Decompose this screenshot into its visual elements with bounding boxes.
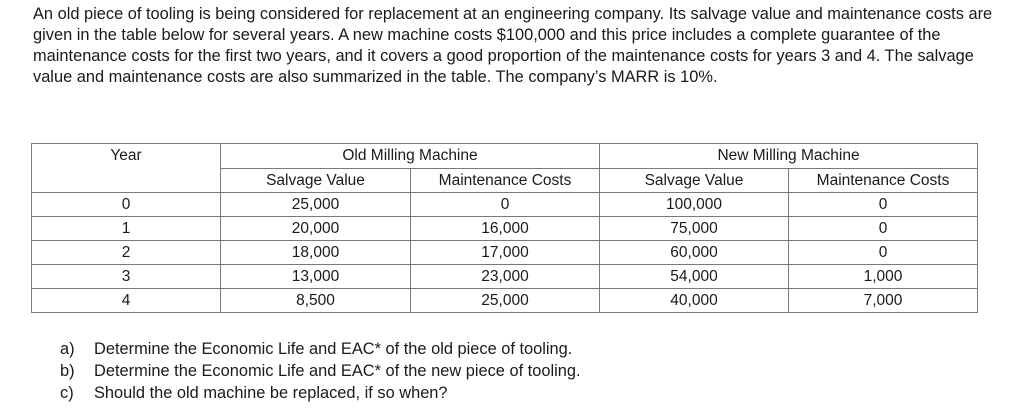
year-cell: 4 [32, 289, 221, 313]
new-maintenance-cell: 1,000 [789, 265, 978, 289]
new-salvage-cell: 54,000 [600, 265, 789, 289]
new-salvage-cell: 60,000 [600, 241, 789, 265]
new-maintenance-header: Maintenance Costs [789, 169, 978, 193]
old-maintenance-header: Maintenance Costs [411, 169, 600, 193]
question-label: c) [60, 384, 74, 402]
year-header-continued [32, 169, 221, 193]
old-salvage-header: Salvage Value [221, 169, 411, 193]
question-text: Determine the Economic Life and EAC* of the new piece of tooling. [94, 362, 581, 380]
list-item [60, 382, 581, 404]
old-maintenance-cell: 0 [411, 193, 600, 217]
table-row [32, 289, 978, 313]
old-salvage-cell: 13,000 [221, 265, 411, 289]
old-salvage-cell: 8,500 [221, 289, 411, 313]
new-maintenance-cell: 0 [789, 193, 978, 217]
new-maintenance-cell: 7,000 [789, 289, 978, 313]
machine-cost-table [31, 143, 978, 313]
new-salvage-cell: 40,000 [600, 289, 789, 313]
new-maintenance-cell: 0 [789, 217, 978, 241]
question-list [60, 338, 581, 404]
table-subheader-row [32, 169, 978, 193]
list-item [60, 360, 581, 382]
new-salvage-header: Salvage Value [600, 169, 789, 193]
old-maintenance-cell: 23,000 [411, 265, 600, 289]
question-label: a) [60, 340, 75, 358]
new-salvage-cell: 100,000 [600, 193, 789, 217]
old-maintenance-cell: 16,000 [411, 217, 600, 241]
table-row [32, 193, 978, 217]
old-machine-header: Old Milling Machine [221, 144, 600, 169]
new-maintenance-cell: 0 [789, 241, 978, 265]
old-maintenance-cell: 25,000 [411, 289, 600, 313]
new-salvage-cell: 75,000 [600, 217, 789, 241]
year-cell: 3 [32, 265, 221, 289]
table-row [32, 241, 978, 265]
old-salvage-cell: 25,000 [221, 193, 411, 217]
year-cell: 2 [32, 241, 221, 265]
year-cell: 0 [32, 193, 221, 217]
new-machine-header: New Milling Machine [600, 144, 978, 169]
question-text: Should the old machine be replaced, if so when? [94, 384, 448, 402]
year-cell: 1 [32, 217, 221, 241]
old-salvage-cell: 18,000 [221, 241, 411, 265]
table-row [32, 217, 978, 241]
table-row [32, 265, 978, 289]
year-header: Year [32, 144, 221, 169]
list-item [60, 338, 581, 360]
question-text: Determine the Economic Life and EAC* of the old piece of tooling. [94, 340, 573, 358]
old-salvage-cell: 20,000 [221, 217, 411, 241]
problem-statement: An old piece of tooling is being considered for replacement at an engineering company. Its salvage value and maintenance costs are given in the table below for several years. A new machine costs $100,000 and this price includes a complete guarantee of the maintenance costs for the first two years, and it covers a good proportion of the maintenance costs for years 3 and 4. The salvage value and maintenance costs are also summarized in the table. The company’s MARR is 10%. [33, 5, 993, 86]
old-maintenance-cell: 17,000 [411, 241, 600, 265]
table-header-row [32, 144, 978, 169]
question-label: b) [60, 362, 75, 380]
